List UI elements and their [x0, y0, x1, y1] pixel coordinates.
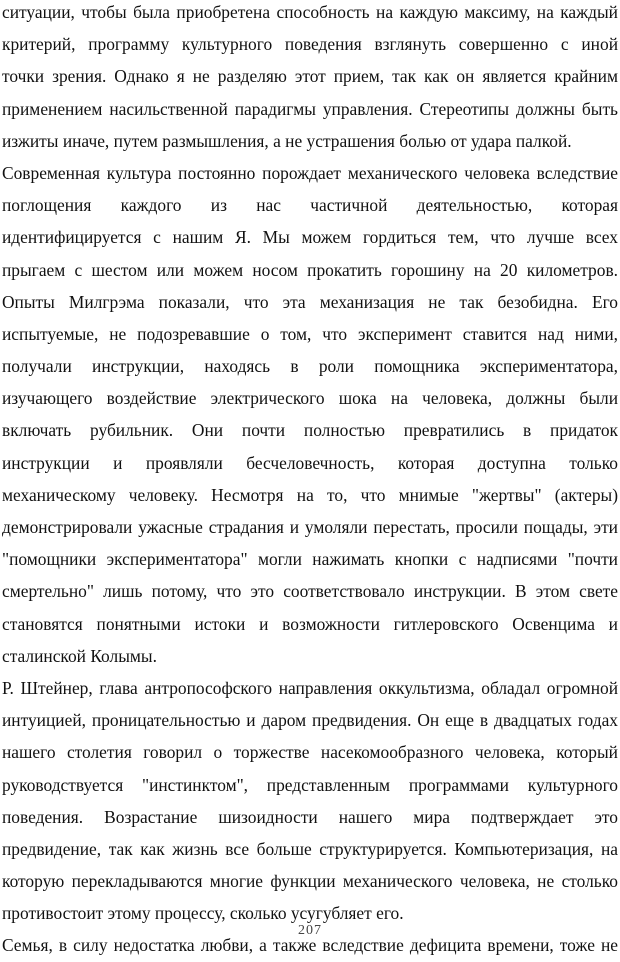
text-line: сталинской Колымы.	[2, 645, 157, 666]
text-line: Семья, в силу недостатка любви, а также вследствие дефицита времени, тоже не	[2, 935, 618, 956]
text-line: предвидение, так как жизнь все больше структурируется. Компьютеризация, на	[2, 838, 618, 859]
text-line: получали инструкции, находясь в роли помощника экспериментатора,	[2, 356, 618, 377]
text-line: применением насильственной парадигмы управления. Стереотипы должны быть	[2, 98, 618, 119]
text-line: интуицией, проницательностью и даром предвидения. Он еще в двадцатых годах	[2, 710, 618, 731]
text-line: инструкции и проявляли бесчеловечность, которая доступна только	[2, 452, 618, 473]
text-line: критерий, программу культурного поведения взглянуть совершенно с иной	[2, 34, 618, 55]
text-line: прыгаем с шестом или можем носом прокатить горошину на 20 километров.	[2, 259, 618, 280]
text-line: становятся понятными истоки и возможности гитлеровского Освенцима и	[2, 613, 618, 634]
text-line: Современная культура постоянно порождает механического человека вследствие	[2, 162, 618, 183]
text-line: поглощения каждого из нас частичной деятельностью, которая	[2, 195, 618, 216]
text-line: смертельно" лишь потому, что это соответствовало инструкции. В этом свете	[2, 581, 618, 602]
text-line: включать рубильник. Они почти полностью превратились в придаток	[2, 420, 618, 441]
text-line: демонстрировали ужасные страдания и умоляли перестать, просили пощады, эти	[2, 517, 618, 537]
text-line: противостоит этому процессу, сколько усугубляет его.	[2, 903, 404, 924]
text-line: изучающего воздействие электрического шока на человека, должны были	[2, 388, 618, 409]
text-line: ситуации, чтобы была приобретена способность на каждую максиму, на каждый	[2, 2, 618, 22]
text-line: нашего столетия говорил о торжестве насекомообразного человека, который	[2, 742, 618, 763]
text-line: испытуемые, не подозревавшие о том, что эксперимент ставится над ними,	[2, 323, 618, 344]
text-line: руководствуется "инстинктом", представленным программами культурного	[2, 774, 618, 795]
body-text	[2, 0, 618, 962]
text-line: "помощники экспериментатора" могли нажимать кнопки с надписями "почти	[2, 549, 618, 570]
text-line: механическому человеку. Несмотря на то, что мнимые "жертвы" (актеры)	[2, 484, 618, 505]
text-line: поведения. Возрастание шизоидности нашего мира подтверждает это	[2, 806, 618, 827]
text-line: Опыты Милгрэма показали, что эта механизация не так безобидна. Его	[2, 291, 618, 312]
text-line: точки зрения. Однако я не разделяю этот прием, так как он является крайним	[2, 66, 618, 87]
text-line: Р. Штейнер, глава антропософского направления оккультизма, обладал огромной	[2, 677, 618, 698]
text-line: которую перекладываются многие функции механического человека, не столько	[2, 871, 618, 892]
text-line: идентифицируется с нашим Я. Мы можем гордиться тем, что лучше всех	[2, 227, 618, 248]
text-line: изжиты иначе, путем размышления, а не устрашения болью от удара палкой.	[2, 130, 572, 151]
page-number: 207	[298, 923, 322, 938]
